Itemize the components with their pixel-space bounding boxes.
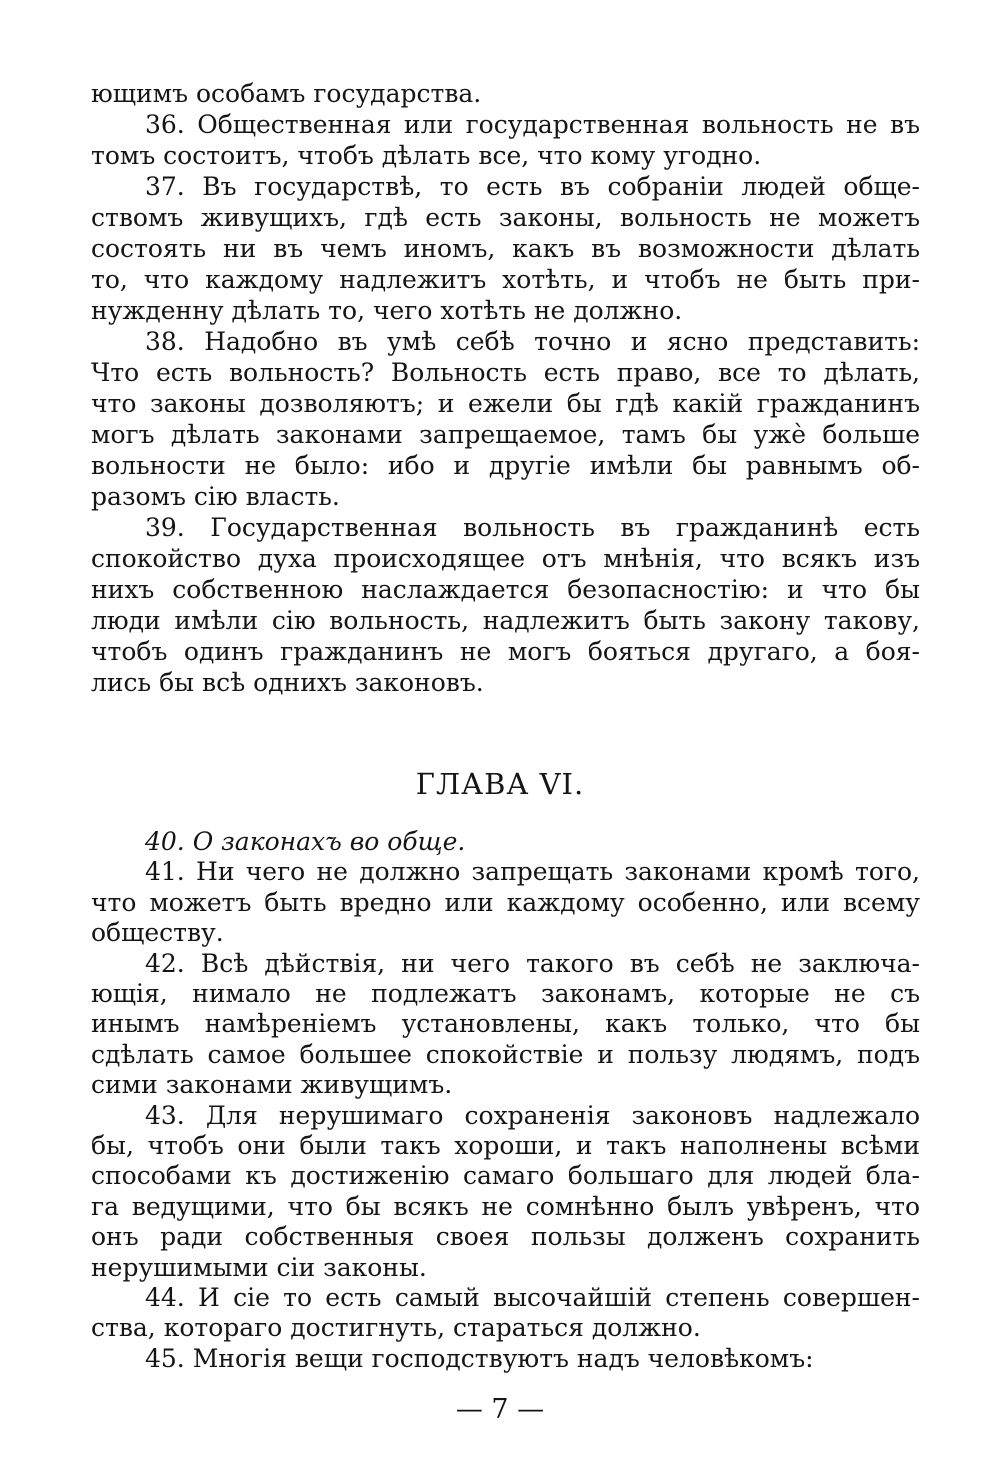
text-line: 39. Государственная вольность въ гражданинѣ есть bbox=[145, 513, 920, 542]
page-number: — 7 — bbox=[455, 1394, 545, 1425]
text-line: нужденну дѣлать то, чего хотѣть не должно. bbox=[91, 296, 683, 325]
text-line: 43. Для нерушимаго сохраненія законовъ надлежало bbox=[145, 1100, 920, 1130]
text-line: 45. Многія вещи господствуютъ надъ человѣкомъ: bbox=[145, 1343, 814, 1373]
text-line: чтобъ одинъ гражданинъ не могъ бояться другаго, а боя- bbox=[91, 637, 920, 666]
text-line: 42. Всѣ дѣйствія, ни чего такого въ себѣ не заключа- bbox=[145, 948, 920, 978]
text-line: 44. И сіе то есть самый высочайшій степень совершен- bbox=[145, 1283, 920, 1312]
text-line: сдѣлать самое большее спокойствіе и пользу людямъ, подъ bbox=[91, 1039, 920, 1069]
text-line: нихъ собственною наслаждается безопасностію: и что бы bbox=[91, 575, 920, 604]
text-line: спокойство духа происходящее отъ мнѣнія, что всякъ изъ bbox=[91, 544, 920, 573]
text-line: 37. Въ государствѣ, то есть въ собраніи людей обще- bbox=[145, 172, 920, 201]
text-line: ющія, нимало не подлежатъ законамъ, которые не съ bbox=[91, 979, 920, 1008]
text-line: вольности не было: ибо и другіе имѣли бы равнымъ об- bbox=[91, 451, 920, 480]
text-line: 36. Общественная или государственная вольность не въ bbox=[145, 110, 920, 139]
text-line: ства, котораго достигнуть, стараться должно. bbox=[91, 1313, 701, 1343]
text-line: томъ состоитъ, чтобъ дѣлать все, что кому угодно. bbox=[91, 141, 762, 170]
text-line: обществу. bbox=[91, 918, 224, 948]
text-line: люди имѣли сію вольность, надлежитъ быть закону такову, bbox=[91, 606, 920, 635]
text-line: разомъ сію власть. bbox=[91, 482, 340, 511]
text-line: бы, чтобъ они были такъ хороши, и такъ наполнены всѣми bbox=[91, 1131, 920, 1160]
text-line: могъ дѣлать законами запрещаемое, тамъ бы ужѐ больше bbox=[91, 420, 920, 449]
chapter-heading: ГЛАВА VI. bbox=[415, 767, 585, 801]
text-line: что законы дозволяютъ; и ежели бы гдѣ какій гражданинъ bbox=[91, 389, 920, 418]
text-line: нерушимыми сіи законы. bbox=[91, 1252, 427, 1282]
text-line: ствомъ живущихъ, гдѣ есть законы, вольность не можетъ bbox=[91, 203, 920, 232]
text-line: 40. О законахъ во обще. bbox=[145, 827, 466, 856]
text-line: лись бы всѣ однихъ законовъ. bbox=[91, 668, 484, 697]
text-line: то, что каждому надлежитъ хотѣть, и чтобъ не быть при- bbox=[91, 265, 920, 294]
text-line: инымъ намѣреніемъ установлены, какъ только, что бы bbox=[91, 1009, 920, 1039]
text-line: ющимъ особамъ государства. bbox=[91, 79, 482, 108]
text-line: Что есть вольность? Вольность есть право, все то дѣлать, bbox=[91, 358, 920, 387]
text-line: что можетъ быть вредно или каждому особенно, или всему bbox=[91, 887, 920, 917]
text-line: га ведущими, что бы всякъ не сомнѣнно былъ увѣренъ, что bbox=[91, 1191, 920, 1221]
text-line: 41. Ни чего не должно запрещать законами кромѣ того, bbox=[145, 857, 920, 887]
text-line: сими законами живущимъ. bbox=[91, 1070, 453, 1100]
text-line: способами къ достиженію самаго большаго для людей бла- bbox=[91, 1161, 920, 1191]
text-line: онъ ради собственныя своея пользы долженъ сохранить bbox=[91, 1222, 920, 1252]
text-line: 38. Надобно въ умѣ себѣ точно и ясно представить: bbox=[145, 327, 920, 356]
text-line: состоять ни въ чемъ иномъ, какъ въ возможности дѣлать bbox=[91, 234, 920, 263]
